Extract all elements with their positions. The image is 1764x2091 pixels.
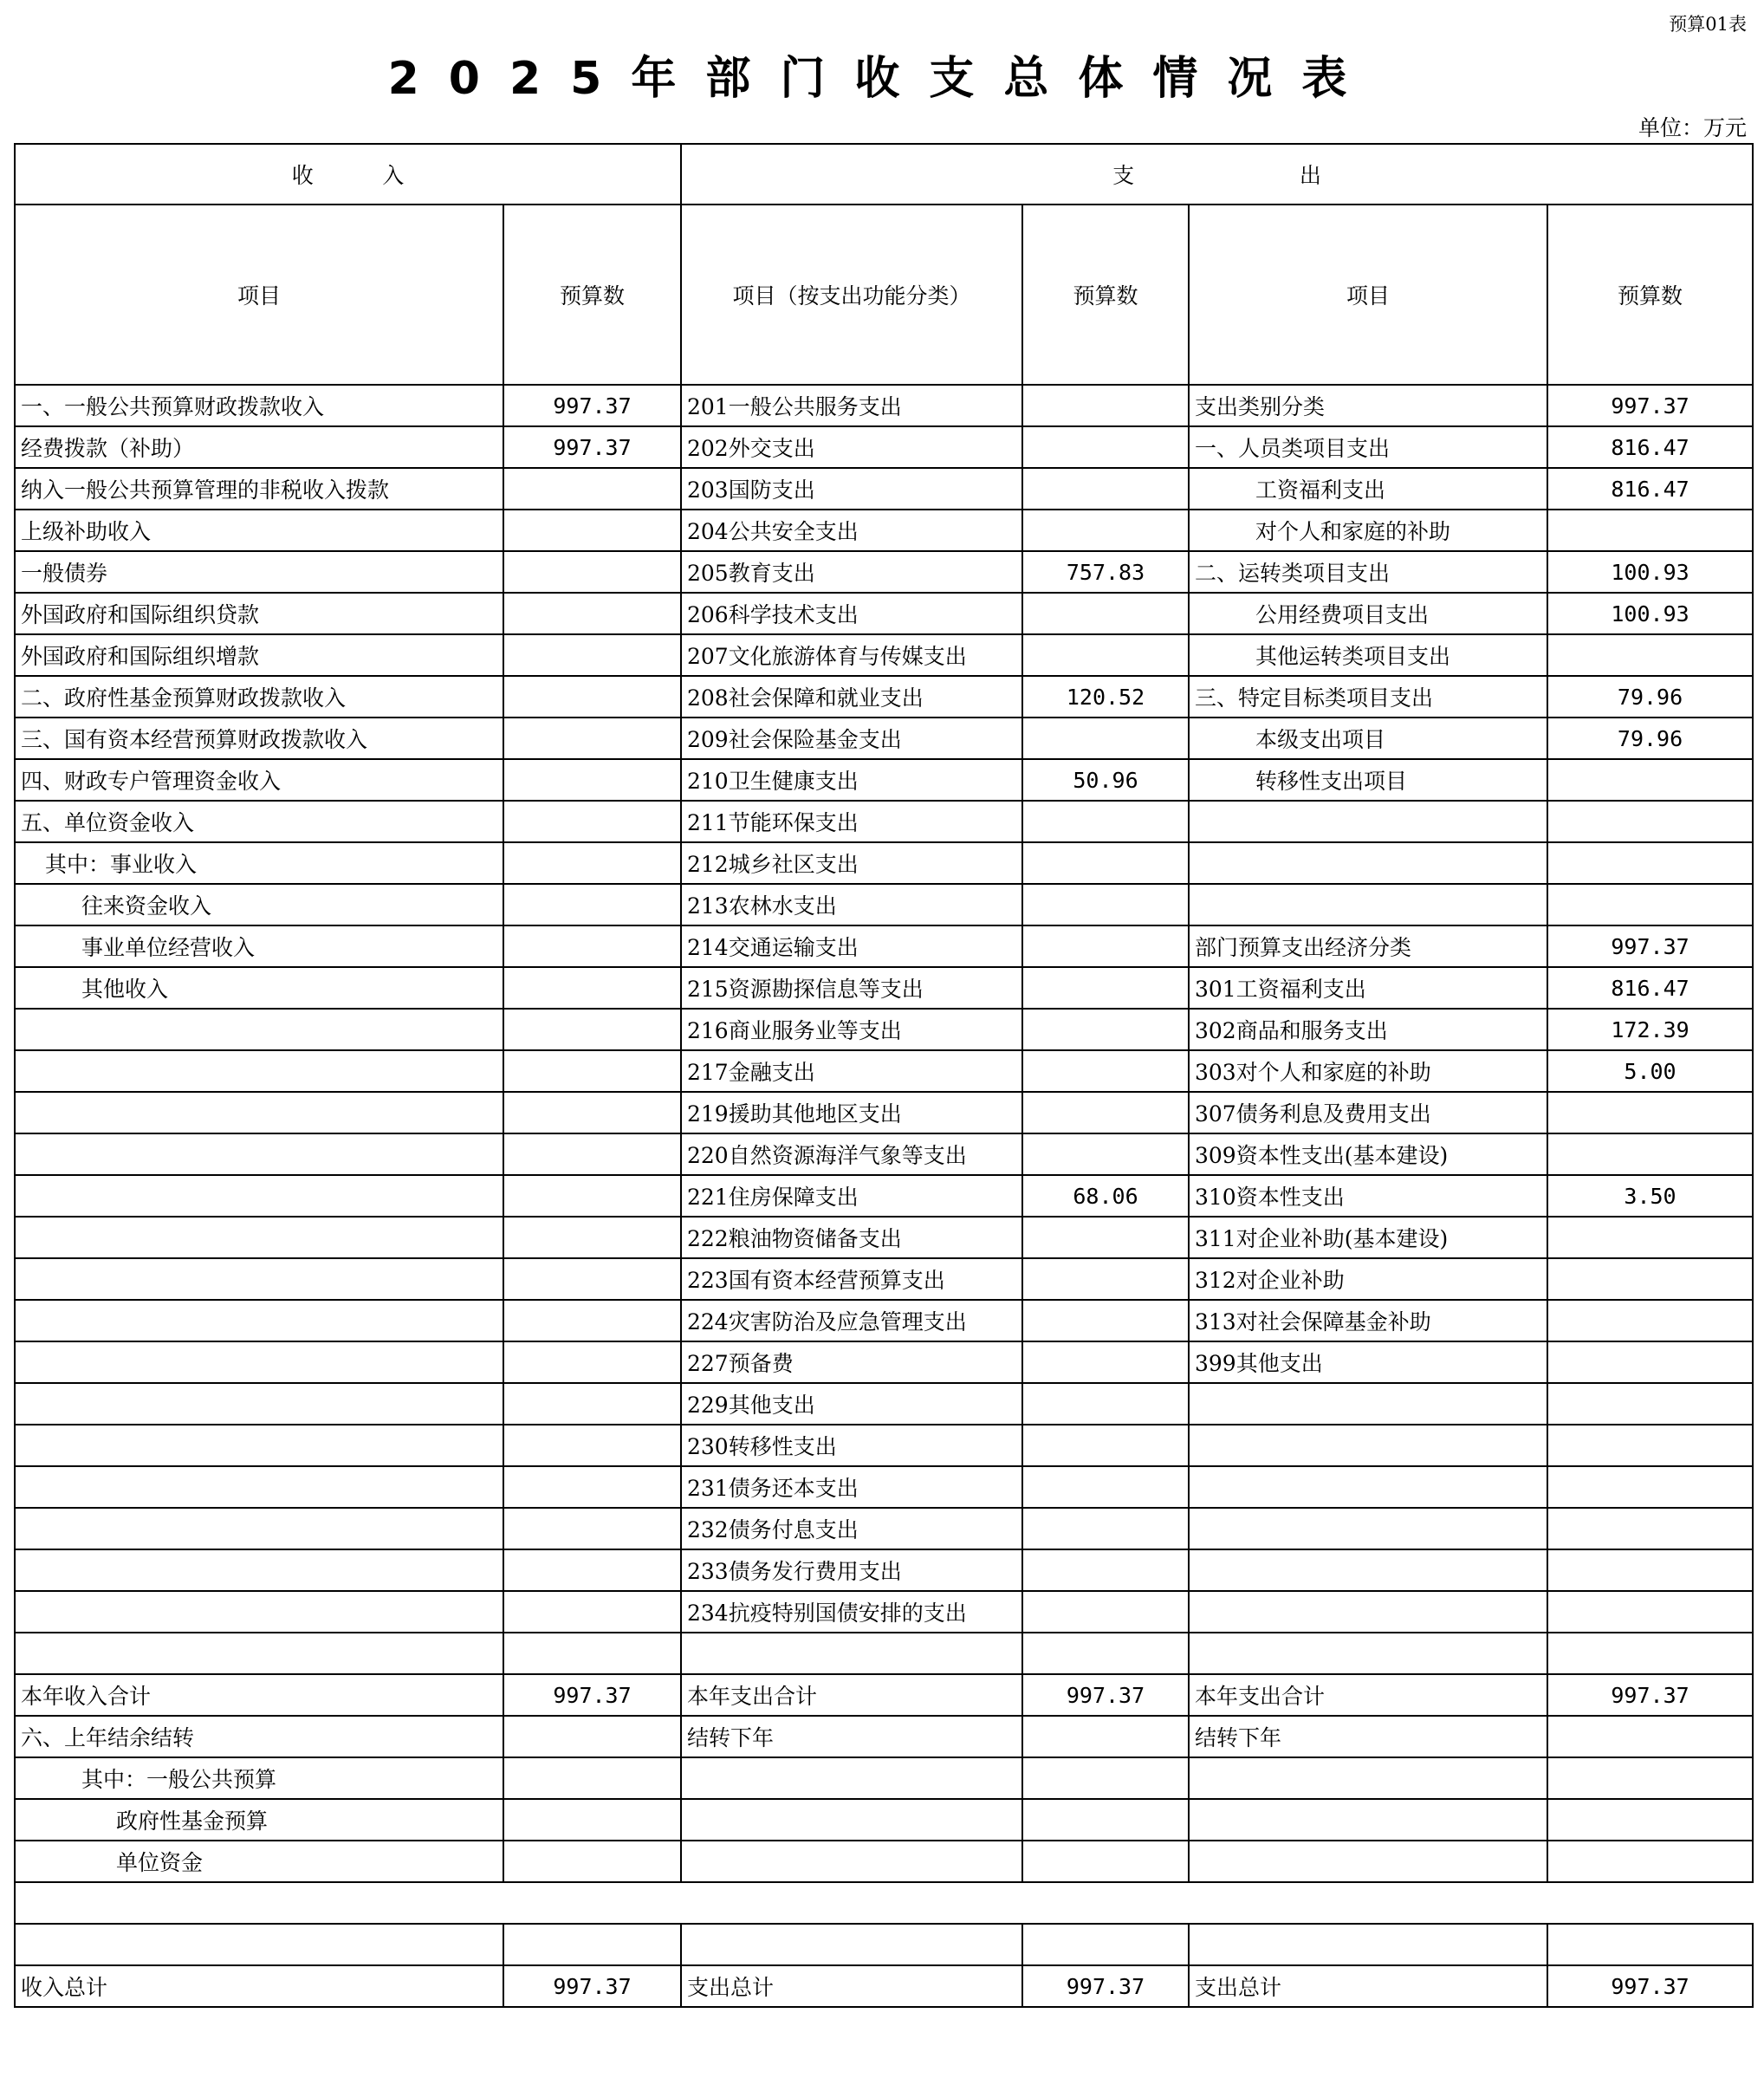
table-row	[15, 676, 1753, 718]
cell-inc-v: 997.37	[503, 385, 681, 426]
cell-inc: 外国政府和国际组织贷款	[15, 593, 503, 634]
cell-ec: 313对社会保障基金补助	[1189, 1300, 1547, 1341]
cell-inc	[15, 1591, 503, 1633]
cell-ec-v: 100.93	[1547, 551, 1753, 593]
cell-ec-v	[1547, 1133, 1753, 1175]
cell-ec: 301工资福利支出	[1189, 967, 1547, 1009]
cell-inc-v	[503, 1799, 681, 1841]
cell-ec: 工资福利支出	[1189, 468, 1547, 510]
cell-ec-v: 816.47	[1547, 468, 1753, 510]
cell-inc: 二、政府性基金预算财政拨款收入	[15, 676, 503, 718]
cell-ec	[1189, 1425, 1547, 1466]
cell-inc: 上级补助收入	[15, 510, 503, 551]
cell-fn-v	[1022, 1508, 1189, 1549]
cell-inc-v: 997.37	[503, 1965, 681, 2007]
cell-inc-v	[503, 925, 681, 967]
table-row	[15, 1425, 1753, 1466]
cell-fn-v: 997.37	[1022, 1965, 1189, 2007]
cell-inc-v: 997.37	[503, 426, 681, 468]
cell-fn-v	[1022, 1549, 1189, 1591]
table-row	[15, 510, 1753, 551]
cell-ec-v	[1547, 1217, 1753, 1258]
cell-inc-v	[503, 1217, 681, 1258]
cell-ec: 303对个人和家庭的补助	[1189, 1050, 1547, 1092]
col-econ-budget-header: 预算数	[1547, 205, 1753, 385]
cell-ec: 部门预算支出经济分类	[1189, 925, 1547, 967]
cell-inc-v	[503, 884, 681, 925]
cell-fn-v	[1022, 1258, 1189, 1300]
table-row	[15, 1549, 1753, 1591]
cell-inc-v	[503, 1716, 681, 1757]
cell-fn: 230转移性支出	[681, 1425, 1022, 1466]
cell-inc-v	[503, 1841, 681, 1882]
cell-ec	[1189, 801, 1547, 842]
table-row	[15, 1716, 1753, 1757]
cell-ec: 公用经费项目支出	[1189, 593, 1547, 634]
cell-ec-v	[1547, 884, 1753, 925]
cell-fn: 224灾害防治及应急管理支出	[681, 1300, 1022, 1341]
cell-ec-v	[1547, 1716, 1753, 1757]
cell-fn-v	[1022, 593, 1189, 634]
cell-ec	[1189, 1549, 1547, 1591]
table-row	[15, 1674, 1753, 1716]
table-row	[15, 718, 1753, 759]
cell-inc-v	[503, 801, 681, 842]
cell-ec	[1189, 1466, 1547, 1508]
cell-fn: 215资源勘探信息等支出	[681, 967, 1022, 1009]
cell-fn-v	[1022, 1383, 1189, 1425]
cell-inc-v	[503, 593, 681, 634]
cell-inc	[15, 1633, 503, 1674]
cell-inc-v	[503, 1882, 681, 1924]
cell-ec: 本年支出合计	[1189, 1674, 1547, 1716]
cell-inc: 其他收入	[15, 967, 503, 1009]
table-row	[15, 426, 1753, 468]
cell-inc	[15, 1217, 503, 1258]
cell-fn-v	[1022, 468, 1189, 510]
table-row	[15, 1799, 1753, 1841]
cell-fn: 206科学技术支出	[681, 593, 1022, 634]
cell-ec-v: 997.37	[1547, 385, 1753, 426]
cell-fn: 231债务还本支出	[681, 1466, 1022, 1508]
cell-inc	[15, 1508, 503, 1549]
cell-fn-v	[1022, 1466, 1189, 1508]
cell-ec-v	[1547, 1757, 1753, 1799]
cell-fn-v	[1022, 1882, 1189, 1924]
table-row	[15, 1258, 1753, 1300]
table-row	[15, 1092, 1753, 1133]
cell-ec-v	[1547, 1841, 1753, 1882]
cell-inc-v	[503, 1549, 681, 1591]
cell-fn: 221住房保障支出	[681, 1175, 1022, 1217]
cell-ec	[1189, 1383, 1547, 1425]
cell-ec	[1189, 1841, 1547, 1882]
cell-fn: 227预备费	[681, 1341, 1022, 1383]
cell-ec: 309资本性支出(基本建设)	[1189, 1133, 1547, 1175]
cell-fn-v	[1022, 801, 1189, 842]
cell-inc: 单位资金	[15, 1841, 503, 1882]
cell-fn-v	[1022, 1425, 1189, 1466]
cell-fn-v	[1022, 1300, 1189, 1341]
cell-fn: 202外交支出	[681, 426, 1022, 468]
col-func-budget-header: 预算数	[1022, 205, 1189, 385]
cell-ec-v: 5.00	[1547, 1050, 1753, 1092]
cell-fn: 234抗疫特别国债安排的支出	[681, 1591, 1022, 1633]
cell-fn: 支出总计	[681, 1965, 1022, 2007]
table-row	[15, 385, 1753, 426]
cell-inc: 事业单位经营收入	[15, 925, 503, 967]
header-row-1	[15, 144, 1753, 205]
cell-fn	[681, 1757, 1022, 1799]
cell-inc	[15, 1092, 503, 1133]
cell-inc: 一般债券	[15, 551, 503, 593]
cell-inc-v	[503, 1508, 681, 1549]
cell-fn-v: 997.37	[1022, 1674, 1189, 1716]
cell-ec: 转移性支出项目	[1189, 759, 1547, 801]
table-row	[15, 967, 1753, 1009]
cell-ec-v	[1547, 1799, 1753, 1841]
cell-ec-v: 79.96	[1547, 676, 1753, 718]
cell-fn: 201一般公共服务支出	[681, 385, 1022, 426]
table-row	[15, 1633, 1753, 1674]
cell-fn	[681, 1799, 1022, 1841]
cell-fn: 222粮油物资储备支出	[681, 1217, 1022, 1258]
cell-fn-v	[1022, 385, 1189, 426]
cell-inc	[15, 1466, 503, 1508]
cell-ec-v	[1547, 1549, 1753, 1591]
cell-ec: 结转下年	[1189, 1716, 1547, 1757]
cell-inc	[15, 1300, 503, 1341]
cell-fn: 217金融支出	[681, 1050, 1022, 1092]
cell-fn-v: 757.83	[1022, 551, 1189, 593]
cell-ec: 三、特定目标类项目支出	[1189, 676, 1547, 718]
cell-ec: 302商品和服务支出	[1189, 1009, 1547, 1050]
cell-inc-v	[503, 468, 681, 510]
cell-ec-v	[1547, 1341, 1753, 1383]
table-row	[15, 1591, 1753, 1633]
cell-inc: 经费拨款（补助）	[15, 426, 503, 468]
cell-ec-v	[1547, 759, 1753, 801]
col-budget-header: 预算数	[503, 205, 681, 385]
cell-inc-v	[503, 1757, 681, 1799]
cell-inc-v	[503, 1258, 681, 1300]
cell-inc-v	[503, 1383, 681, 1425]
cell-fn	[681, 1633, 1022, 1674]
cell-fn: 211节能环保支出	[681, 801, 1022, 842]
cell-fn: 229其他支出	[681, 1383, 1022, 1425]
cell-inc-v	[503, 759, 681, 801]
cell-inc-v	[503, 1633, 681, 1674]
cell-ec	[1189, 1882, 1547, 1924]
cell-inc-v: 997.37	[503, 1674, 681, 1716]
cell-fn: 208社会保障和就业支出	[681, 676, 1022, 718]
cell-inc	[15, 1009, 503, 1050]
cell-inc: 其中：事业收入	[15, 842, 503, 884]
cell-inc: 六、上年结余结转	[15, 1716, 503, 1757]
cell-inc	[15, 1133, 503, 1175]
cell-fn	[681, 1924, 1022, 1965]
cell-fn-v	[1022, 426, 1189, 468]
cell-fn-v	[1022, 1591, 1189, 1633]
cell-ec-v: 997.37	[1547, 925, 1753, 967]
cell-fn: 219援助其他地区支出	[681, 1092, 1022, 1133]
cell-fn-v	[1022, 1841, 1189, 1882]
cell-inc: 五、单位资金收入	[15, 801, 503, 842]
cell-inc-v	[503, 1425, 681, 1466]
cell-inc	[15, 1258, 503, 1300]
col-func-item-header: 项目（按支出功能分类）	[681, 205, 1022, 385]
cell-inc-v	[503, 1300, 681, 1341]
cell-ec-v	[1547, 1466, 1753, 1508]
cell-ec: 本级支出项目	[1189, 718, 1547, 759]
cell-ec-v	[1547, 1882, 1753, 1924]
cell-inc-v	[503, 1092, 681, 1133]
cell-ec	[1189, 1508, 1547, 1549]
table-row	[15, 801, 1753, 842]
cell-ec: 310资本性支出	[1189, 1175, 1547, 1217]
col-econ-item-header: 项目	[1189, 205, 1547, 385]
cell-ec-v	[1547, 801, 1753, 842]
cell-ec: 一、人员类项目支出	[1189, 426, 1547, 468]
cell-ec-v	[1547, 510, 1753, 551]
cell-ec-v	[1547, 1425, 1753, 1466]
cell-fn: 本年支出合计	[681, 1674, 1022, 1716]
table-row	[15, 1882, 1753, 1924]
cell-fn: 204公共安全支出	[681, 510, 1022, 551]
table-row	[15, 1341, 1753, 1383]
table-row	[15, 1508, 1753, 1549]
cell-ec: 312对企业补助	[1189, 1258, 1547, 1300]
table-row	[15, 1924, 1753, 1965]
cell-inc: 四、财政专户管理资金收入	[15, 759, 503, 801]
cell-ec	[1189, 1757, 1547, 1799]
cell-fn-v	[1022, 1633, 1189, 1674]
cell-inc: 外国政府和国际组织增款	[15, 634, 503, 676]
cell-fn	[681, 1841, 1022, 1882]
unit-label: 单位：万元	[1638, 115, 1747, 140]
cell-ec-v: 79.96	[1547, 718, 1753, 759]
cell-fn-v	[1022, 842, 1189, 884]
cell-ec-v	[1547, 1383, 1753, 1425]
cell-ec-v	[1547, 634, 1753, 676]
cell-fn: 216商业服务业等支出	[681, 1009, 1022, 1050]
cell-ec	[1189, 1799, 1547, 1841]
cell-ec-v	[1547, 1633, 1753, 1674]
cell-fn: 233债务发行费用支出	[681, 1549, 1022, 1591]
cell-fn-v	[1022, 634, 1189, 676]
cell-fn: 213农林水支出	[681, 884, 1022, 925]
table-row	[15, 759, 1753, 801]
table-row	[15, 1009, 1753, 1050]
cell-inc	[15, 1924, 503, 1965]
cell-inc-v	[503, 1175, 681, 1217]
cell-ec-v: 997.37	[1547, 1965, 1753, 2007]
table-row	[15, 1300, 1753, 1341]
cell-inc-v	[503, 1050, 681, 1092]
cell-inc-v	[503, 634, 681, 676]
cell-ec-v	[1547, 1258, 1753, 1300]
cell-inc-v	[503, 718, 681, 759]
table-row	[15, 1217, 1753, 1258]
cell-fn: 220自然资源海洋气象等支出	[681, 1133, 1022, 1175]
cell-fn: 232债务付息支出	[681, 1508, 1022, 1549]
cell-ec-v: 3.50	[1547, 1175, 1753, 1217]
cell-fn-v	[1022, 1050, 1189, 1092]
cell-inc: 纳入一般公共预算管理的非税收入拨款	[15, 468, 503, 510]
cell-inc-v	[503, 1009, 681, 1050]
cell-inc: 政府性基金预算	[15, 1799, 503, 1841]
cell-fn-v	[1022, 1924, 1189, 1965]
cell-inc	[15, 1383, 503, 1425]
table-row	[15, 1133, 1753, 1175]
cell-ec	[1189, 1633, 1547, 1674]
cell-fn-v: 50.96	[1022, 759, 1189, 801]
expenditure-header: 支 出	[681, 144, 1753, 205]
table-row	[15, 1466, 1753, 1508]
cell-inc: 往来资金收入	[15, 884, 503, 925]
cell-fn-v	[1022, 718, 1189, 759]
cell-inc-v	[503, 1133, 681, 1175]
cell-fn-v: 120.52	[1022, 676, 1189, 718]
cell-ec-v: 997.37	[1547, 1674, 1753, 1716]
cell-ec: 二、运转类项目支出	[1189, 551, 1547, 593]
cell-inc	[15, 1050, 503, 1092]
cell-ec	[1189, 1924, 1547, 1965]
table-row	[15, 1757, 1753, 1799]
cell-ec	[1189, 842, 1547, 884]
cell-ec-v	[1547, 1508, 1753, 1549]
table-row	[15, 468, 1753, 510]
cell-fn-v	[1022, 1716, 1189, 1757]
table-row	[15, 1965, 1753, 2007]
income-header: 收 入	[15, 144, 681, 205]
cell-ec-v	[1547, 1300, 1753, 1341]
cell-fn: 212城乡社区支出	[681, 842, 1022, 884]
cell-fn: 223国有资本经营预算支出	[681, 1258, 1022, 1300]
cell-ec	[1189, 1591, 1547, 1633]
cell-ec-v	[1547, 1092, 1753, 1133]
cell-inc	[15, 1882, 503, 1924]
table-row	[15, 1383, 1753, 1425]
cell-fn	[681, 1882, 1022, 1924]
cell-fn-v	[1022, 967, 1189, 1009]
cell-inc	[15, 1549, 503, 1591]
cell-ec: 399其他支出	[1189, 1341, 1547, 1383]
cell-inc: 其中：一般公共预算	[15, 1757, 503, 1799]
cell-inc: 一、一般公共预算财政拨款收入	[15, 385, 503, 426]
cell-fn-v	[1022, 925, 1189, 967]
table-row	[15, 925, 1753, 967]
cell-ec	[1189, 884, 1547, 925]
cell-fn-v	[1022, 884, 1189, 925]
cell-fn: 205教育支出	[681, 551, 1022, 593]
cell-ec-v: 100.93	[1547, 593, 1753, 634]
cell-fn-v	[1022, 1217, 1189, 1258]
table-code: 预算01表	[1669, 14, 1747, 35]
cell-inc: 三、国有资本经营预算财政拨款收入	[15, 718, 503, 759]
cell-fn: 207文化旅游体育与传媒支出	[681, 634, 1022, 676]
budget-table	[14, 143, 1754, 2008]
header-row-2	[15, 205, 1753, 385]
table-row	[15, 842, 1753, 884]
cell-inc-v	[503, 510, 681, 551]
cell-ec: 307债务利息及费用支出	[1189, 1092, 1547, 1133]
cell-ec: 其他运转类项目支出	[1189, 634, 1547, 676]
table-row	[15, 551, 1753, 593]
cell-ec: 支出类别分类	[1189, 385, 1547, 426]
cell-inc-v	[503, 1924, 681, 1965]
cell-ec: 支出总计	[1189, 1965, 1547, 2007]
table-row	[15, 634, 1753, 676]
table-row	[15, 1050, 1753, 1092]
table-row	[15, 1175, 1753, 1217]
cell-fn: 210卫生健康支出	[681, 759, 1022, 801]
cell-inc	[15, 1341, 503, 1383]
cell-fn-v	[1022, 1092, 1189, 1133]
cell-fn-v	[1022, 1009, 1189, 1050]
cell-fn-v: 68.06	[1022, 1175, 1189, 1217]
cell-fn: 209社会保险基金支出	[681, 718, 1022, 759]
table-row	[15, 1841, 1753, 1882]
cell-ec: 对个人和家庭的补助	[1189, 510, 1547, 551]
cell-inc: 收入总计	[15, 1965, 503, 2007]
cell-inc-v	[503, 967, 681, 1009]
cell-fn-v	[1022, 1133, 1189, 1175]
cell-inc-v	[503, 842, 681, 884]
cell-fn: 203国防支出	[681, 468, 1022, 510]
cell-fn-v	[1022, 510, 1189, 551]
cell-fn-v	[1022, 1341, 1189, 1383]
table-row	[15, 593, 1753, 634]
cell-ec: 311对企业补助(基本建设)	[1189, 1217, 1547, 1258]
cell-ec-v: 172.39	[1547, 1009, 1753, 1050]
table-row	[15, 884, 1753, 925]
cell-ec-v: 816.47	[1547, 426, 1753, 468]
cell-ec-v	[1547, 842, 1753, 884]
cell-fn-v	[1022, 1757, 1189, 1799]
cell-inc	[15, 1175, 503, 1217]
cell-inc	[15, 1425, 503, 1466]
col-item-header: 项目	[15, 205, 503, 385]
cell-inc-v	[503, 1341, 681, 1383]
cell-inc-v	[503, 551, 681, 593]
cell-ec-v	[1547, 1924, 1753, 1965]
cell-inc: 本年收入合计	[15, 1674, 503, 1716]
cell-ec-v: 816.47	[1547, 967, 1753, 1009]
cell-inc-v	[503, 1466, 681, 1508]
cell-fn: 结转下年	[681, 1716, 1022, 1757]
cell-ec-v	[1547, 1591, 1753, 1633]
cell-fn-v	[1022, 1799, 1189, 1841]
cell-fn: 214交通运输支出	[681, 925, 1022, 967]
cell-inc-v	[503, 1591, 681, 1633]
page-title: 2025年部门收支总体情况表	[387, 53, 1377, 105]
cell-inc-v	[503, 676, 681, 718]
